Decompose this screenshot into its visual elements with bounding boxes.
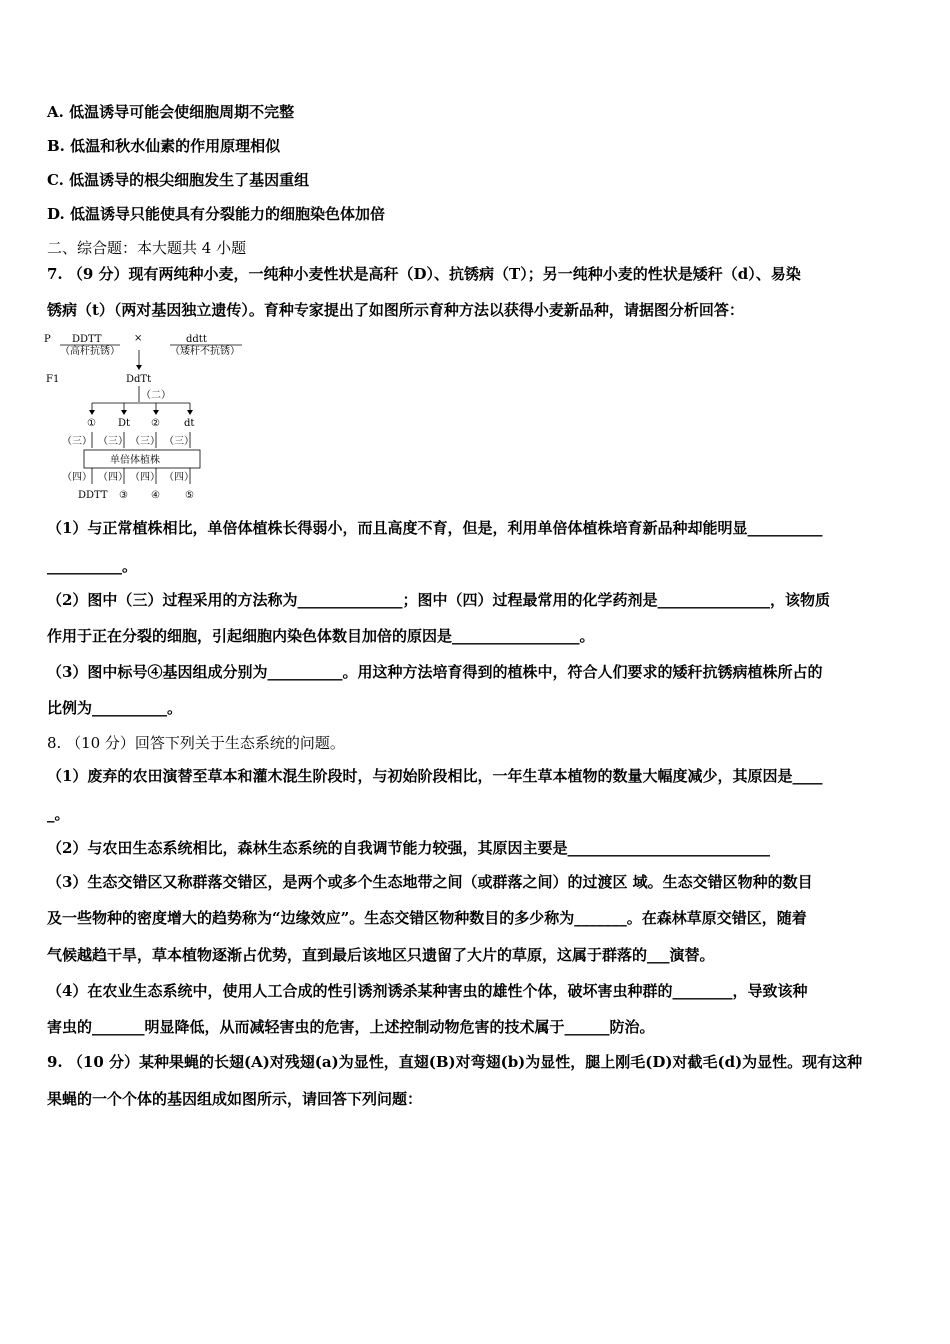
option-a: A. 低温诱导可能会使细胞周期不完整	[47, 103, 295, 121]
option-b: B. 低温和秋水仙素的作用原理相似	[47, 137, 281, 155]
step-3-d: （三）	[164, 436, 194, 447]
q7-sub1-line1: （1）与正常植株相比，单倍体植株长得弱小，而且高度不育，但是，利用单倍体植株培育新品种却能明显__________	[47, 519, 823, 537]
result-5: ⑤	[185, 490, 194, 501]
option-c: C. 低温诱导的根尖细胞发生了基因重组	[47, 171, 310, 189]
result-4: ④	[151, 490, 160, 501]
q9-stem-line2: 果蝇的一个个体的基因组成如图所示，请回答下列问题：	[47, 1090, 423, 1108]
step-3-c: （三）	[130, 436, 160, 447]
q7-sub3-line1: （3）图中标号④基因组成分别为__________。用这种方法培育得到的植株中，符合人们要求的矮秆抗锈病植株所占的	[47, 663, 823, 681]
step-3-b: （三）	[98, 436, 128, 447]
q9-stem-line1: 9. （10 分）某种果蝇的长翅(A)对残翅(a)为显性，直翅(B)对弯翅(b)为显性，腿上刚毛(D)对截毛(d)为显性。现有这种	[47, 1053, 863, 1071]
cross-symbol: ×	[134, 333, 143, 344]
p1-genotype: DDTT	[72, 334, 102, 345]
q8-sub1-line1: （1）废弃的农田演替至草本和灌木混生阶段时，与初始阶段相比，一年生草本植物的数量大幅度减少，其原因是____	[47, 767, 823, 785]
q7-stem-line1: 7. （9 分）现有两纯种小麦，一纯种小麦性状是高秆（D）、抗锈病（T）；另一纯种小麦的性状是矮秆（d）、易染	[47, 265, 801, 283]
f1-genotype: DdTt	[126, 374, 152, 385]
q7-stem-line2: 锈病（t）（两对基因独立遗传）。育种专家提出了如图所示育种方法以获得小麦新品种，请据图分析回答：	[47, 301, 744, 319]
q8-sub3-line1: （3）生态交错区又称群落交错区，是两个或多个生态地带之间（或群落之间）的过渡区 域。生态交错区物种的数目	[47, 873, 813, 891]
result-3: ③	[119, 490, 128, 501]
q8-sub2: （2）与农田生态系统相比，森林生态系统的自我调节能力较强，其原因主要是___________________________	[47, 839, 770, 857]
q7-sub2-line1: （2）图中（三）过程采用的方法称为______________；图中（四）过程最常用的化学药剂是_______________，该物质	[47, 591, 830, 609]
gamete-dt-upper: Dt	[118, 418, 131, 429]
section-title: 二、综合题：本大题共 4 小题	[47, 239, 247, 257]
option-d: D. 低温诱导只能使具有分裂能力的细胞染色体加倍	[47, 205, 385, 223]
q8-sub3-line3: 气候越趋干旱，草本植物逐渐占优势，直到最后该地区只遗留了大片的草原，这属于群落的___演替。	[47, 946, 715, 964]
step-2: （二）	[141, 390, 171, 401]
q7-sub2-line2: 作用于正在分裂的细胞，引起细胞内染色体数目加倍的原因是_________________。	[47, 627, 595, 645]
haploid-box-label: 单倍体植株	[110, 455, 160, 466]
q8-sub1-line2: _。	[47, 805, 70, 823]
result-ddtt: DDTT	[78, 490, 108, 501]
q8-sub3-line2: 及一些物种的密度增大的趋势称为“边缘效应”。生态交错区物种数目的多少称为_______。在森林草原交错区，随着	[47, 909, 807, 927]
step-3-a: （三）	[62, 436, 92, 447]
p-label: P	[44, 334, 51, 345]
q7-sub1-line2: __________。	[47, 557, 138, 575]
q8-sub4-line2: 害虫的_______明显降低，从而减轻害虫的危害，上述控制动物危害的技术属于______防治。	[47, 1018, 655, 1036]
gamete-2: ②	[151, 418, 160, 429]
f1-label: F1	[46, 374, 60, 385]
p1-trait: （高秆抗锈）	[60, 346, 120, 357]
p2-trait: （矮秆不抗锈）	[170, 346, 240, 357]
gamete-dt-lower: dt	[184, 418, 195, 429]
gamete-1: ①	[87, 418, 96, 429]
p2-genotype: ddtt	[186, 334, 207, 345]
step-4-c: （四）	[130, 472, 160, 483]
step-4-b: （四）	[98, 472, 128, 483]
q8-stem: 8. （10 分）回答下列关于生态系统的问题。	[47, 734, 345, 752]
breeding-diagram	[40, 328, 270, 508]
step-4-d: （四）	[164, 472, 194, 483]
step-4-a: （四）	[62, 472, 92, 483]
q7-sub3-line2: 比例为__________。	[47, 699, 183, 717]
q8-sub4-line1: （4）在农业生态系统中，使用人工合成的性引诱剂诱杀某种害虫的雄性个体，破坏害虫种群的________，导致该种	[47, 982, 808, 1000]
